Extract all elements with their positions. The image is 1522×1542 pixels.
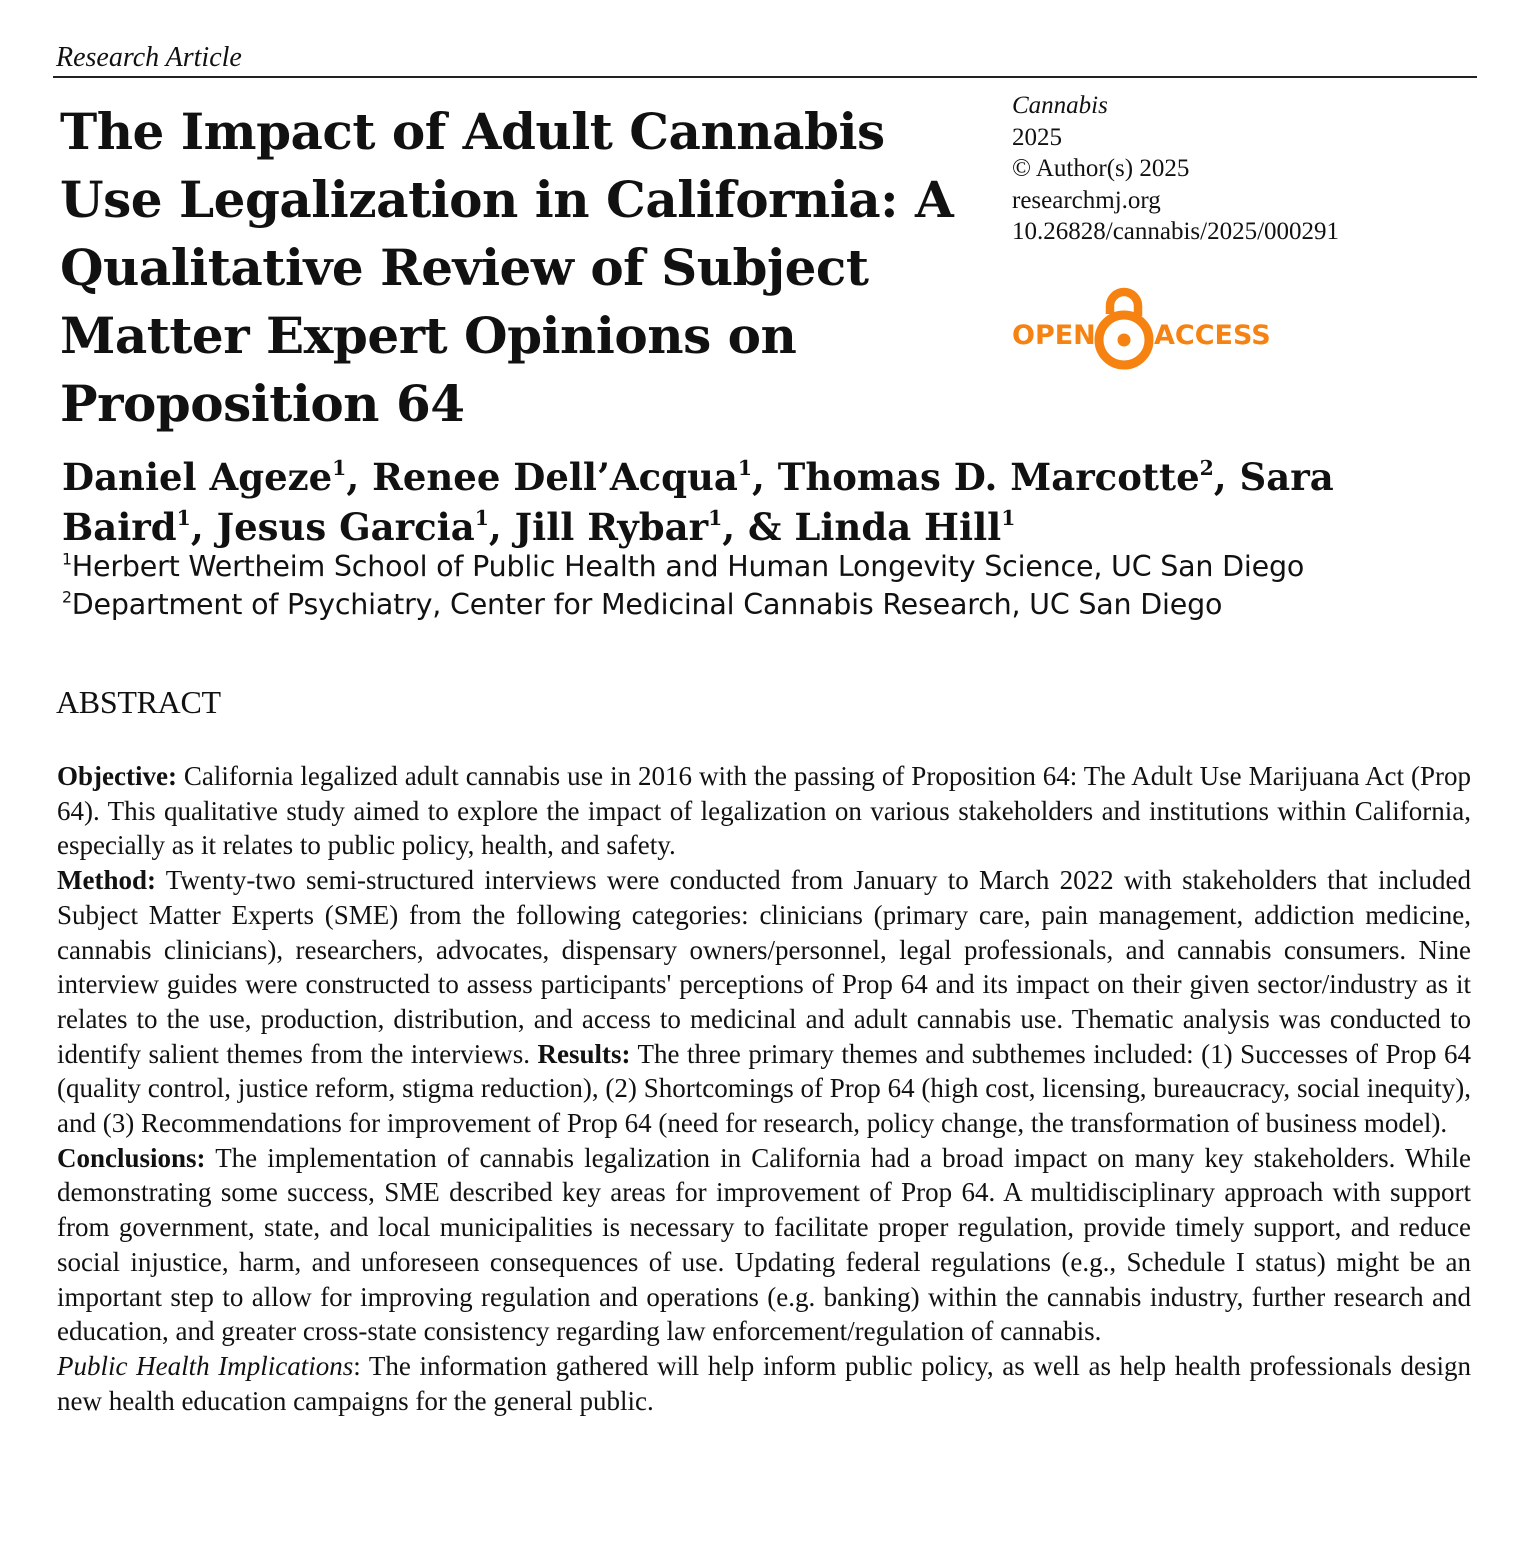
journal-website[interactable]: researchmj.org: [1012, 186, 1161, 214]
author-affiliation-marker: 1: [474, 505, 489, 530]
conclusions-label: Conclusions:: [57, 1142, 206, 1173]
conclusions-text: The implementation of cannabis legalization in California had a broad impact on many key stakeholders. While demonstrating some success, SME described key areas for improvement of Prop 64. A multidisciplinary approach with support from government, state, and local municipalities is necessary to facilitate proper regulation, provide timely support, and reduce social injustice, harm, and unforeseen consequences of use. Updating federal regulations (e.g., Schedule I status) might be an important step to allow for improving regulation and operations (e.g. banking) within the cannabis industry, further research and education, and greater cross-state consistency regarding law enforcement/regulation of cannabis.: [57, 1142, 1471, 1347]
results-text: The three primary themes and subthemes included: (1) Successes of Prop 64 (quality control, justice reform, stigma reduction), (2) Shortcomings of Prop 64 (high cost, licensing, bureaucracy, social inequity), and (3) Recommendations for improvement of Prop 64 (need for research, policy change, the transformation of business model).: [57, 1038, 1472, 1139]
author-separator: ,: [346, 455, 373, 499]
author-separator: ,: [190, 505, 217, 549]
implications-text: : The information gathered will help inform public policy, as well as help health professionals design new health education campaigns for the general public.: [57, 1350, 1472, 1416]
journal-name: Cannabis: [1012, 92, 1108, 119]
author: [515, 505, 795, 549]
affiliation-2: $^2$Department of Psychiatry, Center for Medicinal Cannabis Research, UC San Diego: [62, 587, 1223, 621]
author-list: [62, 452, 1482, 552]
author-affiliation-marker: 1: [708, 505, 723, 530]
author: [62, 455, 372, 499]
author-separator: , &: [722, 505, 795, 549]
author-separator: ,: [752, 455, 778, 499]
author-name: Thomas D. Marcotte: [777, 455, 1200, 499]
author-affiliation-marker: 1: [176, 505, 191, 530]
abstract-heading: ABSTRACT: [56, 684, 221, 720]
open-access-right-text: ACCESS: [1154, 320, 1271, 351]
header-rule: [53, 76, 1477, 78]
objective-text: California legalized adult cannabis use in 2016 with the passing of Proposition 64: The Adult Use Marijuana Act (Prop 64). This qualitative study aimed to explore the impact of legalization on various stakeholders and institutions within California, especially as it relates to public policy, health, and safety.: [57, 761, 1471, 861]
author: [778, 455, 1240, 499]
author-affiliation-marker: 1: [737, 455, 753, 480]
author-name: Linda Hill: [794, 505, 1002, 549]
article-title: The Impact of Adult Cannabis Use Legalization in California: A Qualitative Review of Subject Matter Expert Opinions on Proposition 64: [60, 102, 954, 433]
author: [217, 505, 515, 549]
author: [794, 505, 1015, 549]
open-lock-icon: [1099, 292, 1149, 365]
author-name: Daniel Ageze: [62, 455, 333, 499]
method-text: Twenty-two semi-structured interviews were conducted from January to March 2022 with stakeholders that included Subject Matter Experts (SME) from the following categories: clinicians (primary care, pain management, addiction medicine, cannabis clinicians), researchers, advocates, dispensary owners/personnel, legal professionals, and cannabis consumers. Nine interview guides were constructed to assess participants' perceptions of Prop 64 and its impact on their given sector/industry as it relates to the use, production, distribution, and access to medicinal and adult cannabis use. Thematic analysis was conducted to identify salient themes from the interviews.: [57, 865, 1471, 1069]
section-label: Research Article: [56, 42, 242, 73]
author-separator: ,: [488, 505, 515, 549]
affiliation-1: $^1$Herbert Wertheim School of Public Health and Human Longevity Science, UC San Diego: [62, 549, 1305, 583]
author: [372, 455, 778, 499]
objective-label: Objective:: [57, 761, 177, 791]
open-access-left-text: OPEN: [1012, 320, 1096, 351]
doi-link[interactable]: 10.26828/cannabis/2025/000291: [1012, 218, 1340, 245]
author-name: Jill Rybar: [514, 505, 709, 549]
author-affiliation-marker: 2: [1199, 455, 1214, 480]
implications-label: Public Health Implications: [57, 1350, 354, 1381]
journal-year: 2025: [1012, 123, 1062, 151]
results-label: Results:: [537, 1038, 631, 1069]
author-name: Renee Dell’Acqua: [372, 455, 738, 499]
open-access-logo: [1012, 284, 1271, 374]
copyright: © Author(s) 2025: [1012, 155, 1190, 182]
journal-meta: [1012, 90, 1339, 248]
method-label: Method:: [57, 865, 156, 896]
author-name: Jesus Garcia: [216, 505, 475, 549]
abstract-body: [57, 759, 1471, 1418]
author-name: Sara Baird: [62, 455, 1334, 549]
author-separator: ,: [1213, 455, 1240, 499]
author-affiliation-marker: 1: [1001, 505, 1016, 530]
author-affiliation-marker: 1: [332, 455, 347, 480]
